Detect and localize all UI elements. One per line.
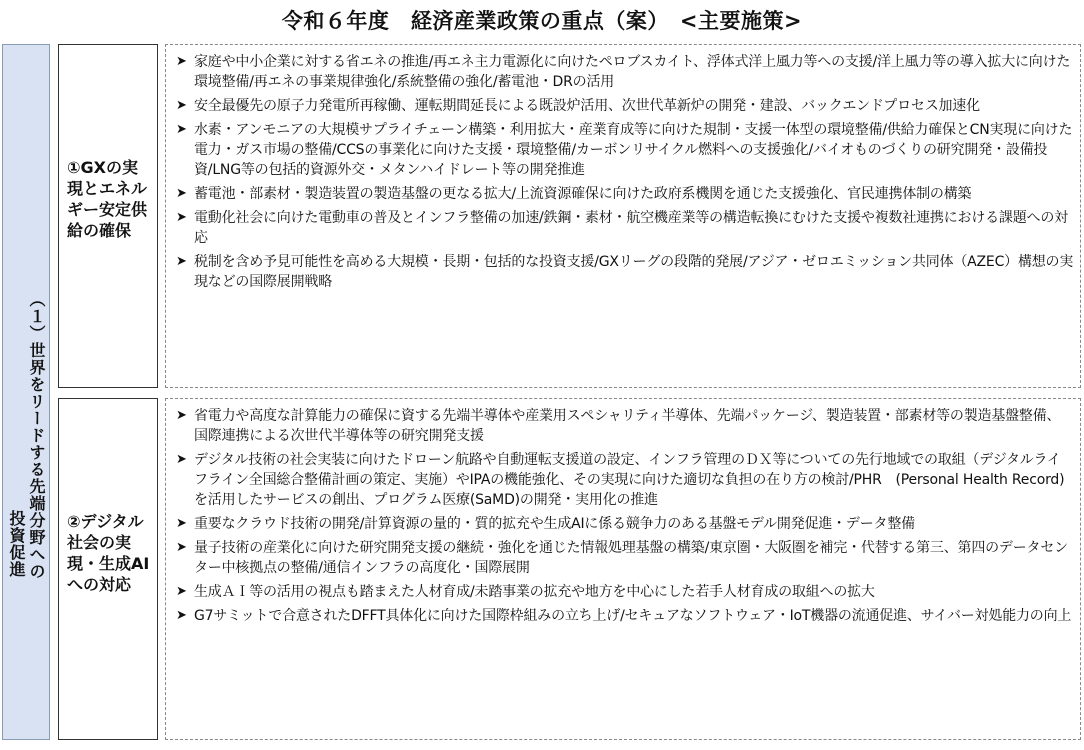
bullet-arrow-icon: ➤ bbox=[176, 452, 187, 467]
list-item: ➤ 省電力や高度な計算能力の確保に資する先端半導体や産業用スペシャリティ半導体、先端パッケージ、製造装置・部素材等の製造基盤整備、国際連携による次世代半導体等の研究開発支援 bbox=[176, 408, 1061, 444]
section-label-box-gx bbox=[58, 44, 158, 388]
main-category-label-sub: 投資促進 bbox=[7, 510, 26, 578]
list-item: ➤ G7サミットで合意されたDFFT具体化に向けた国際枠組みの立ち上げ/セキュアなソフトウェア・IoT機器の流通促進、サイバー対処能力の向上 bbox=[176, 608, 1072, 624]
main-category-label: （１）世界をリードする先端分野への bbox=[27, 291, 46, 580]
section-items-digital bbox=[165, 398, 1081, 740]
bullet-arrow-icon: ➤ bbox=[176, 540, 187, 555]
bullet-arrow-icon: ➤ bbox=[176, 98, 187, 113]
bullet-arrow-icon: ➤ bbox=[176, 516, 187, 531]
list-item: ➤ 重要なクラウド技術の開発/計算資源の量的・質的拡充や生成AIに係る競争力のある基盤モデル開発促進・データ整備 bbox=[176, 516, 915, 532]
section-items-gx bbox=[165, 44, 1081, 388]
list-item: ➤ 家庭や中小企業に対する省エネの推進/再エネ主力電源化に向けたペロブスカイト、浮体式洋上風力等への支援/洋上風力等の導入拡大に向けた環境整備/再エネの事業規律強化/系統整備の強化/蓄電池・DRの活用 bbox=[176, 54, 1071, 90]
list-item: ➤ 税制を含め予見可能性を高める大規模・長期・包括的な投資支援/GXリーグの段階的発展/アジア・ゼロエミッション共同体（AZEC）構想の実現などの国際展開戦略 bbox=[176, 254, 1074, 290]
list-item: ➤ 電動化社会に向けた電動車の普及とインフラ整備の加速/鉄鋼・素材・航空機産業等の構造転換にむけた支援や複数社連携における課題への対応 bbox=[176, 210, 1068, 246]
bullet-arrow-icon: ➤ bbox=[176, 608, 187, 623]
section-label-gx: ①GXの実現とエネルギー安定供給の確保 bbox=[67, 158, 148, 240]
list-item: ➤ 生成ＡＩ等の活用の視点も踏まえた人材育成/未踏事業の拡充や地方を中心にした若手人材育成の取組への拡大 bbox=[176, 584, 875, 600]
list-item: ➤ 安全最優先の原子力発電所再稼働、運転期間延長による既設炉活用、次世代革新炉の開発・建設、バックエンドプロセス加速化 bbox=[176, 98, 980, 114]
bullet-arrow-icon: ➤ bbox=[176, 54, 187, 69]
bullet-arrow-icon: ➤ bbox=[176, 210, 187, 225]
list-item: ➤ 蓄電池・部素材・製造装置の製造基盤の更なる拡大/上流資源確保に向けた政府系機関を通じた支援強化、官民連携体制の構築 bbox=[176, 186, 972, 202]
bullet-arrow-icon: ➤ bbox=[176, 584, 187, 599]
list-item: ➤ 水素・アンモニアの大規模サプライチェーン構築・利用拡大・産業育成等に向けた規制・支援一体型の環境整備/供給力確保とCN実現に向けた電力・ガス市場の整備/CCSの事業化に向けた支援・環境整備/カーボンリサイクル燃料への支援強化/バイオものづくりの研究開発・設備投資/LNG等の包括的資源外交・メタンハイドレート等の開発推進 bbox=[176, 122, 1073, 178]
list-item: ➤ デジタル技術の社会実装に向けたドローン航路や自動運転支援道の設定、インフラ管理のＤＸ等についての先行地域での取組（デジタルライフライン全国総合整備計画の策定、実施）やIPAの機能強化、その実現に向けた適切な負担の在り方の検討/PHR (Personal Health Record) を活用したサービスの創出、プログラム医療(SaMD)の開発・実用化の推進 bbox=[176, 452, 1065, 508]
list-item: ➤ 量子技術の産業化に向けた研究開発支援の継続・強化を通じた情報処理基盤の構築/東京圏・大阪圏を補完・代替する第三、第四のデータセンター中核拠点の整備/通信インフラの高度化・国際展開 bbox=[176, 540, 1068, 576]
section-label-digital: ②デジタル社会の実現・生成AIへの対応 bbox=[67, 512, 150, 594]
bullet-arrow-icon: ➤ bbox=[176, 122, 187, 137]
bullet-arrow-icon: ➤ bbox=[176, 254, 187, 269]
bullet-arrow-icon: ➤ bbox=[176, 186, 187, 201]
bullet-arrow-icon: ➤ bbox=[176, 408, 187, 423]
section-label-box-digital bbox=[58, 398, 158, 740]
page-title: 令和６年度 経済産業政策の重点（案） <主要施策> bbox=[281, 9, 803, 33]
main-category-column bbox=[2, 44, 50, 740]
